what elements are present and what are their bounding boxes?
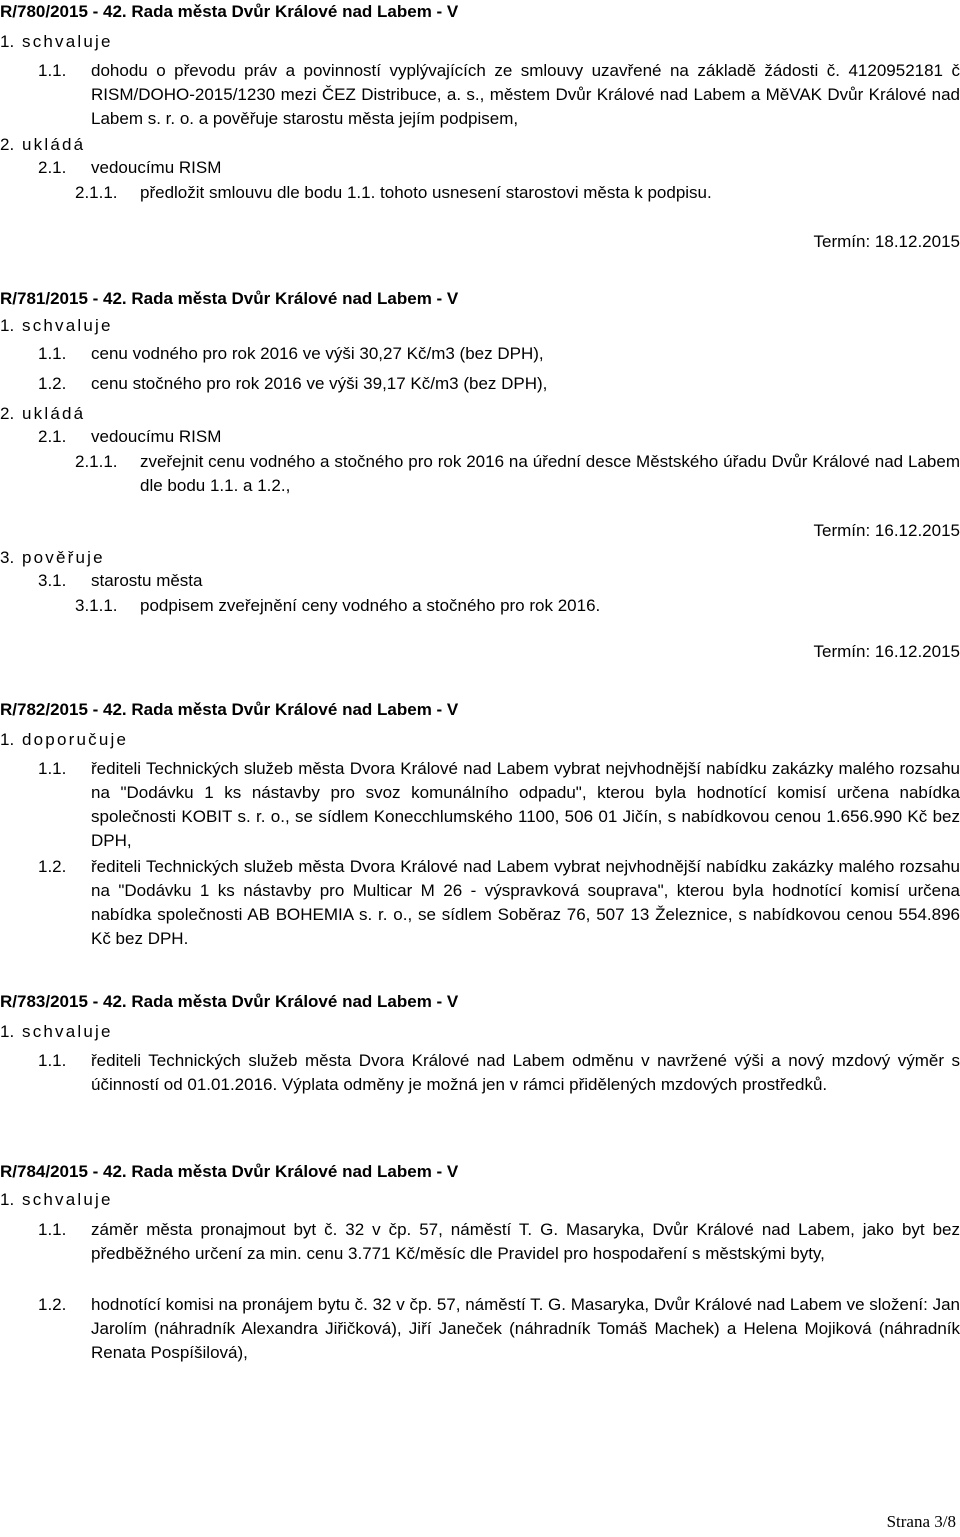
clause-text: doporučuje xyxy=(22,730,129,749)
clause-text: zveřejnit cenu vodného a stočného pro rok 2016 na úřední desce Městského úřadu Dvůr Králové nad Labem dle bodu 1.1. a 1.2., xyxy=(140,452,960,495)
resolution-header: R/784/2015 - 42. Rada města Dvůr Králové nad Labem - V xyxy=(0,1162,459,1181)
clause-number: 1.2. xyxy=(38,857,67,876)
clause-text: schvaluje xyxy=(22,316,113,335)
clause-text: vedoucímu RISM xyxy=(91,427,222,446)
clause-number: 1.1. xyxy=(38,344,67,363)
clause-text: ukládá xyxy=(22,135,86,154)
resolution-header: R/782/2015 - 42. Rada města Dvůr Králové nad Labem - V xyxy=(0,700,459,719)
clause-text: vedoucímu RISM xyxy=(91,158,222,177)
clause-number: 1. xyxy=(0,1022,15,1041)
clause-number: 2. xyxy=(0,135,15,154)
clause-number: 1.2. xyxy=(38,1295,67,1314)
clause-number: 1. xyxy=(0,316,15,335)
clause-text: dohodu o převodu práv a povinností vyplývajících ze smlouvy uzavřené na základě žádosti č. 4120952181 č RISM/DOHO-2015/1230 mezi ČEZ Distribuce, a. s., městem Dvůr Králové nad Labem a MěVAK Dvůr Králové nad Labem s. r. o. a pověřuje starostu města jejím podpisem, xyxy=(91,61,960,128)
deadline: Termín: 16.12.2015 xyxy=(813,642,960,661)
clause-number: 1.1. xyxy=(38,759,67,778)
clause-text: schvaluje xyxy=(22,1022,113,1041)
clause-number: 2. xyxy=(0,404,15,423)
clause-text: řediteli Technických služeb města Dvora Králové nad Labem odměnu v navržené výši a nový mzdový výměr s účinností od 01.01.2016. Výplata odměny je možná jen v rámci přidělených mzdových prostředků. xyxy=(91,1051,960,1094)
clause-number: 2.1. xyxy=(38,158,67,177)
clause-text: řediteli Technických služeb města Dvora Králové nad Labem vybrat nejvhodnější nabídku zakázky malého rozsahu na "Dodávku 1 ks nástavby pro Multicar M 26 - výspravková souprava", kterou byla hodnotící komisí určena nabídka společnosti AB BOHEMIA s. r. o., se sídlem Soběraz 76, 507 13 Železnice, s nabídkovou cenou 554.896 Kč bez DPH. xyxy=(91,857,960,948)
resolution-header: R/781/2015 - 42. Rada města Dvůr Králové nad Labem - V xyxy=(0,289,459,308)
resolution-header: R/780/2015 - 42. Rada města Dvůr Králové nad Labem - V xyxy=(0,2,459,21)
clause-number: 1. xyxy=(0,1190,15,1209)
clause-number: 3.1.1. xyxy=(75,596,118,615)
clause-number: 2.1.1. xyxy=(75,452,118,471)
clause-number: 1.2. xyxy=(38,374,67,393)
deadline: Termín: 16.12.2015 xyxy=(813,521,960,540)
clause-number: 3. xyxy=(0,548,15,567)
resolution-header: R/783/2015 - 42. Rada města Dvůr Králové nad Labem - V xyxy=(0,992,459,1011)
clause-number: 1. xyxy=(0,730,15,749)
deadline: Termín: 18.12.2015 xyxy=(813,232,960,251)
clause-number: 1.1. xyxy=(38,1051,67,1070)
clause-text: schvaluje xyxy=(22,1190,113,1209)
clause-number: 2.1. xyxy=(38,427,67,446)
clause-text: pověřuje xyxy=(22,548,105,567)
clause-text: předložit smlouvu dle bodu 1.1. tohoto usnesení starostovi města k podpisu. xyxy=(140,183,712,202)
clause-text: podpisem zveřejnění ceny vodného a stočného pro rok 2016. xyxy=(140,596,601,615)
clause-text: záměr města pronajmout byt č. 32 v čp. 57, náměstí T. G. Masaryka, Dvůr Králové nad Labem, jako byt bez předběžného určení za min. cenu 3.771 Kč/měsíc dle Pravidel pro hospodaření s městskými byty, xyxy=(91,1220,960,1263)
clause-text: schvaluje xyxy=(22,32,113,51)
clause-text: hodnotící komisi na pronájem bytu č. 32 v čp. 57, náměstí T. G. Masaryka, Dvůr Králové nad Labem ve složení: Jan Jarolím (náhradník Alexandra Jiřičková), Jiří Janeček (náhradník Tomáš Machek) a Helena Mojiková (náhradník Renata Pospíšilová), xyxy=(91,1295,960,1362)
clause-text: ukládá xyxy=(22,404,86,423)
clause-text: starostu města xyxy=(91,571,203,590)
clause-text: cenu stočného pro rok 2016 ve výši 39,17 Kč/m3 (bez DPH), xyxy=(91,374,548,393)
clause-number: 1.1. xyxy=(38,61,67,80)
clause-number: 2.1.1. xyxy=(75,183,118,202)
clause-number: 1.1. xyxy=(38,1220,67,1239)
clause-number: 3.1. xyxy=(38,571,67,590)
clause-number: 1. xyxy=(0,32,15,51)
clause-text: řediteli Technických služeb města Dvora Králové nad Labem vybrat nejvhodnější nabídku zakázky malého rozsahu na "Dodávku 1 ks nástavby pro svoz komunálního odpadu", kterou byla hodnotící komisí určena nabídka společnosti KOBIT s. r. o., se sídlem Konecchlumského 1100, 506 01 Jičín, s nabídkovou cenou 1.656.990 Kč bez DPH, xyxy=(91,759,960,850)
clause-text: cenu vodného pro rok 2016 ve výši 30,27 Kč/m3 (bez DPH), xyxy=(91,344,544,363)
page-number: Strana 3/8 xyxy=(886,1512,956,1531)
